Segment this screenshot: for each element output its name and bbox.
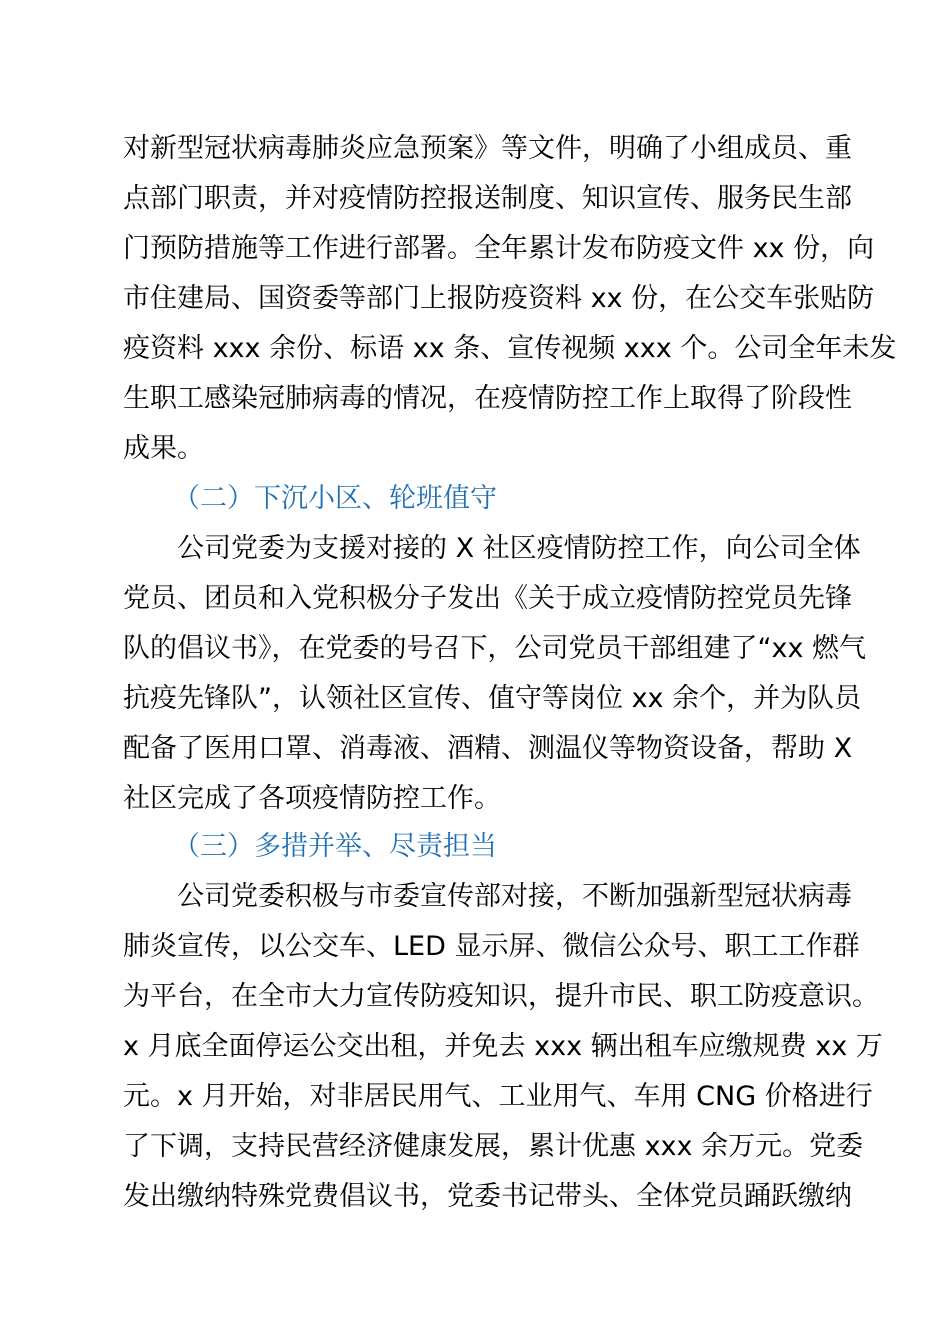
paragraph-line: 元。x 月开始，对非居民用气、工业用气、车用 CNG 价格进行 — [123, 1081, 873, 1112]
paragraph-line: 对新型冠状病毒肺炎应急预案》等文件，明确了小组成员、重 — [123, 133, 852, 164]
paragraph-line: 公司党委为支援对接的 X 社区疫情防控工作，向公司全体 — [177, 533, 861, 564]
paragraph-line: 点部门职责，并对疫情防控报送制度、知识宣传、服务民生部 — [123, 183, 852, 214]
paragraph-line: 配备了医用口罩、消毒液、酒精、测温仪等物资设备，帮助 X — [123, 733, 853, 764]
paragraph-line: 社区完成了各项疫情防控工作。 — [123, 783, 501, 814]
section-heading-2: （二）下沉小区、轮班值守 — [173, 483, 497, 514]
paragraph-line: 发出缴纳特殊党费倡议书，党委书记带头、全体党员踊跃缴纳 — [123, 1181, 852, 1212]
paragraph-line: 队的倡议书》，在党委的号召下，公司党员干部组建了“xx 燃气 — [123, 633, 867, 664]
paragraph-line: x 月底全面停运公交出租，并免去 xxx 辆出租车应缴规费 xx 万 — [123, 1031, 883, 1062]
paragraph-line: 为平台，在全市大力宣传防疫知识，提升市民、职工防疫意识。 — [123, 981, 879, 1012]
paragraph-line: 门预防措施等工作进行部署。全年累计发布防疫文件 xx 份，向 — [123, 233, 875, 264]
paragraph-line: 成果。 — [123, 433, 204, 464]
paragraph-line: 市住建局、国资委等部门上报防疫资料 xx 份，在公交车张贴防 — [123, 283, 875, 314]
paragraph-line: 党员、团员和入党积极分子发出《关于成立疫情防控党员先锋 — [123, 583, 852, 614]
paragraph-line: 公司党委积极与市委宣传部对接，不断加强新型冠状病毒 — [177, 881, 852, 912]
paragraph-line: 疫资料 xxx 余份、标语 xx 条、宣传视频 xxx 个。公司全年未发 — [123, 333, 897, 364]
section-heading-3: （三）多措并举、尽责担当 — [173, 831, 497, 862]
paragraph-line: 了下调，支持民营经济健康发展，累计优惠 xxx 余万元。党委 — [123, 1131, 864, 1162]
paragraph-line: 生职工感染冠肺病毒的情况，在疫情防控工作上取得了阶段性 — [123, 383, 852, 414]
paragraph-line: 抗疫先锋队”，认领社区宣传、值守等岗位 xx 余个，并为队员 — [123, 683, 862, 714]
paragraph-line: 肺炎宣传，以公交车、LED 显示屏、微信公众号、职工工作群 — [123, 931, 860, 962]
